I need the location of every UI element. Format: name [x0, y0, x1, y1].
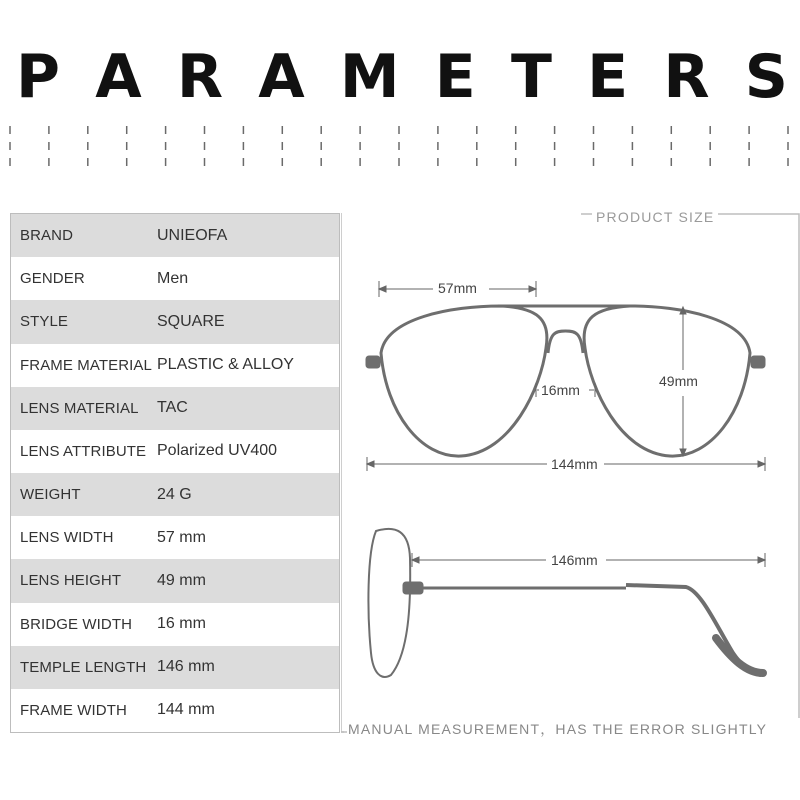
spec-table [10, 213, 340, 733]
glasses-diagram-svg [341, 213, 800, 733]
frame-width-label: 144mm [551, 456, 598, 472]
spec-label: GENDER [20, 270, 85, 288]
spec-value: 16 mm [157, 615, 206, 633]
spec-row [11, 646, 339, 689]
title-letter: M [339, 42, 400, 112]
spec-value: Men [157, 269, 189, 287]
spec-row [11, 300, 339, 343]
spec-value: 144 mm [157, 701, 215, 719]
title-letter: T [511, 42, 552, 112]
spec-row [11, 344, 339, 387]
spec-row [11, 214, 339, 257]
lens-height-label: 49mm [659, 373, 698, 389]
title-letter: E [434, 42, 476, 112]
spec-label: LENS MATERIAL [20, 399, 139, 417]
spec-label: TEMPLE LENGTH [20, 658, 147, 676]
spec-value: TAC [157, 399, 188, 417]
spec-row [11, 473, 339, 516]
spec-value: PLASTIC & ALLOY [157, 356, 294, 374]
section-label: PRODUCT SIZE [592, 209, 718, 225]
spec-row [11, 689, 339, 732]
temple-length-label: 146mm [551, 552, 598, 568]
title-letter: E [587, 42, 629, 112]
dashed-divider [0, 122, 800, 176]
spec-label: FRAME MATERIAL [20, 356, 152, 374]
spec-row [11, 603, 339, 646]
spec-label: LENS ATTRIBUTE [20, 442, 147, 460]
spec-row [11, 430, 339, 473]
spec-label: WEIGHT [20, 486, 81, 504]
title-letter: S [744, 42, 788, 112]
spec-row [11, 516, 339, 559]
title-letter: A [95, 42, 142, 112]
product-size-diagram [341, 213, 800, 733]
spec-value: 24 G [157, 485, 192, 503]
spec-value: Polarized UV400 [157, 442, 278, 460]
title-letter: R [663, 42, 710, 112]
lens-width-label: 57mm [438, 280, 477, 296]
spec-value: 57 mm [157, 528, 206, 546]
front-dimension-lines [367, 281, 765, 567]
spec-label: BRAND [20, 227, 74, 245]
spec-row [11, 559, 339, 602]
spec-label: LENS WIDTH [20, 529, 114, 547]
spec-label: FRAME WIDTH [20, 701, 127, 719]
spec-value: UNIEOFA [157, 226, 228, 244]
title-letter: A [258, 42, 305, 112]
title-letter: R [176, 42, 224, 112]
measurement-note: MANUAL MEASUREMENT，HAS THE ERROR SLIGHTLY [348, 721, 768, 737]
spec-label: BRIDGE WIDTH [20, 615, 133, 633]
title-letter: P [16, 42, 60, 112]
spec-value: SQUARE [157, 312, 225, 330]
spec-value: 49 mm [157, 571, 206, 589]
bridge-width-label: 16mm [541, 382, 580, 398]
spec-label: STYLE [20, 313, 69, 331]
page-title [0, 42, 800, 112]
spec-row [11, 387, 339, 430]
spec-row [11, 257, 339, 300]
spec-value: 146 mm [157, 658, 215, 676]
spec-label: LENS HEIGHT [20, 572, 122, 590]
